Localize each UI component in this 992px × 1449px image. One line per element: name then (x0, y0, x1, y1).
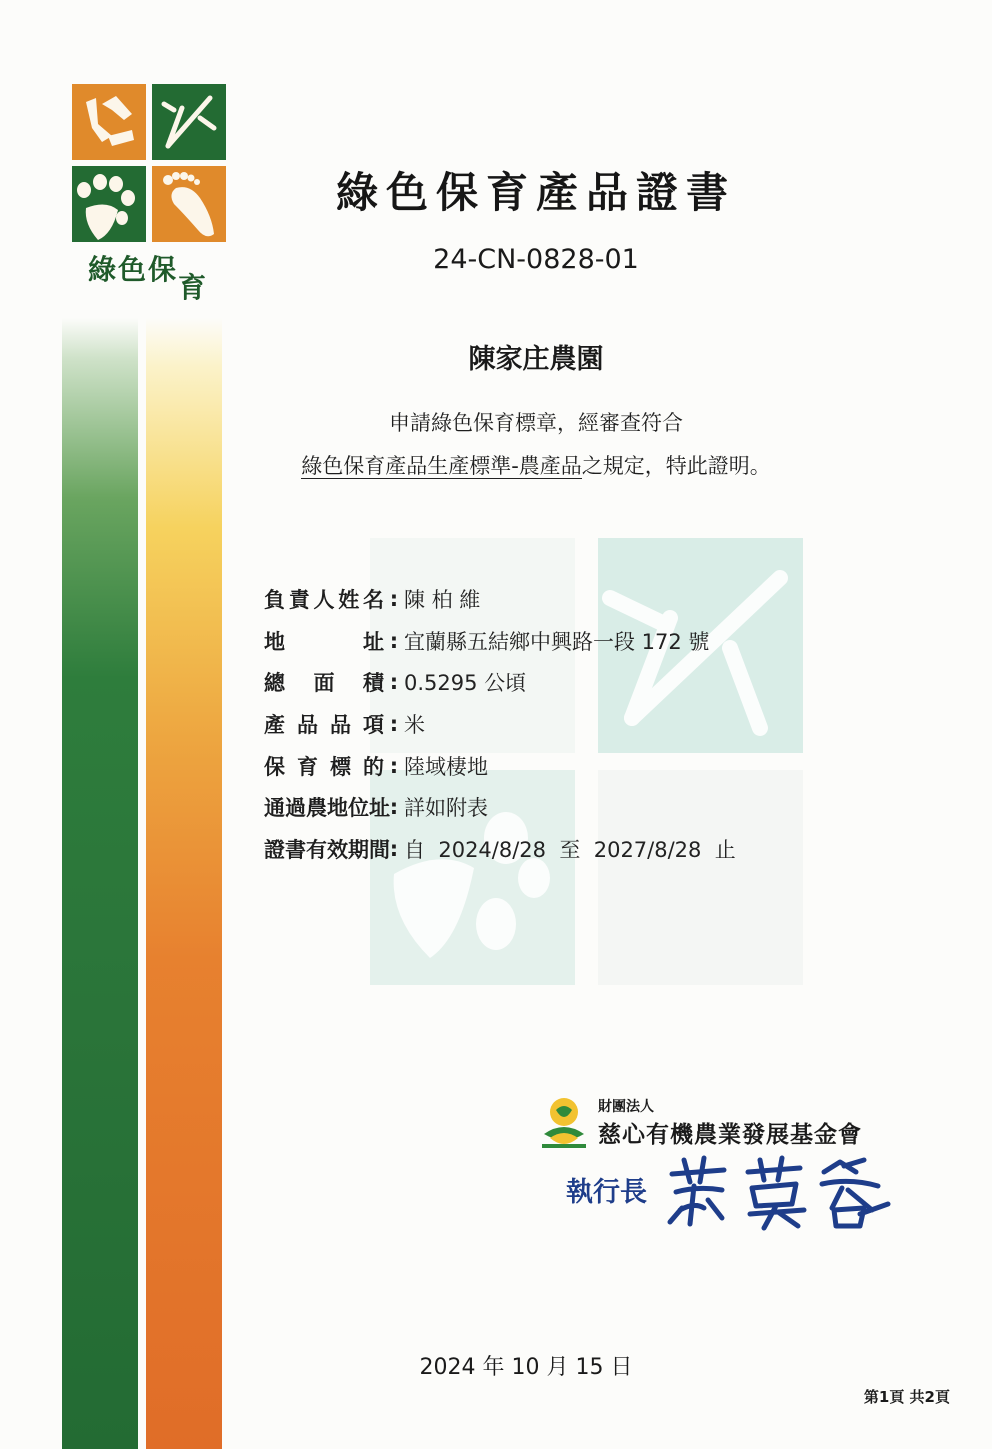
page-indicator: 第1頁 共2頁 (863, 1388, 950, 1406)
detail-label: 地址 (264, 629, 384, 654)
issuer-type: 財團法人 (598, 1099, 654, 1115)
statement-line-2 (80, 445, 992, 488)
ceo-title: 執行長 (566, 1177, 647, 1208)
label-colon: : (389, 753, 399, 778)
detail-label: 證書有效期間 (264, 837, 390, 862)
logo-wordmark-main: 綠色保 (88, 253, 179, 286)
detail-value: 0.5295 公頃 (404, 671, 527, 696)
certification-statement (0, 402, 992, 488)
detail-value: 陸域棲地 (404, 754, 488, 779)
label-colon: : (389, 711, 399, 736)
detail-row-address (264, 620, 736, 662)
certificate-details (264, 578, 736, 870)
ceo-signature (664, 1152, 894, 1232)
label-colon: : (389, 795, 399, 820)
standard-name: 綠色保育產品生產標準-農產品 (301, 454, 582, 478)
detail-value: 宜蘭縣五結鄉中興路一段 172 號 (404, 629, 710, 654)
detail-row-farm-location (264, 786, 736, 828)
detail-value: 詳如附表 (404, 796, 488, 821)
detail-label: 負責人姓名 (264, 587, 384, 612)
detail-row-product-items (264, 703, 736, 745)
detail-value: 自 2024/8/28 至 2027/8/28 止 (404, 837, 736, 862)
label-colon: : (389, 628, 399, 653)
detail-row-validity-period (264, 828, 736, 870)
issuer-name: 慈心有機農業發展基金會 (598, 1121, 862, 1148)
detail-value: 陳 柏 維 (404, 587, 481, 612)
detail-row-conservation-target (264, 745, 736, 787)
detail-label: 通過農地位址 (264, 796, 390, 821)
statement-line-2-rest: 之規定，特此證明。 (581, 454, 771, 478)
label-colon: : (389, 836, 399, 861)
certificate-title: 綠色保育產品證書 (335, 168, 736, 217)
issue-date: 2024 年 10 月 15 日 (419, 1355, 633, 1380)
logo-wordmark-last: 育 (178, 271, 209, 304)
issuer-block (536, 1094, 926, 1234)
label-colon: : (389, 586, 399, 611)
detail-row-responsible-person (264, 578, 736, 620)
label-colon: : (389, 670, 399, 695)
detail-label: 總面積 (264, 671, 384, 696)
detail-row-total-area (264, 661, 736, 703)
detail-label: 保育標的 (264, 754, 384, 779)
statement-line-1: 申請綠色保育標章，經審查符合 (389, 411, 683, 435)
certificate-number: 24-CN-0828-01 (433, 244, 639, 275)
detail-label: 產品品項 (264, 712, 384, 737)
detail-value: 米 (404, 712, 425, 737)
foundation-lotus-icon (536, 1094, 592, 1154)
farm-name: 陳家庄農園 (468, 344, 604, 375)
